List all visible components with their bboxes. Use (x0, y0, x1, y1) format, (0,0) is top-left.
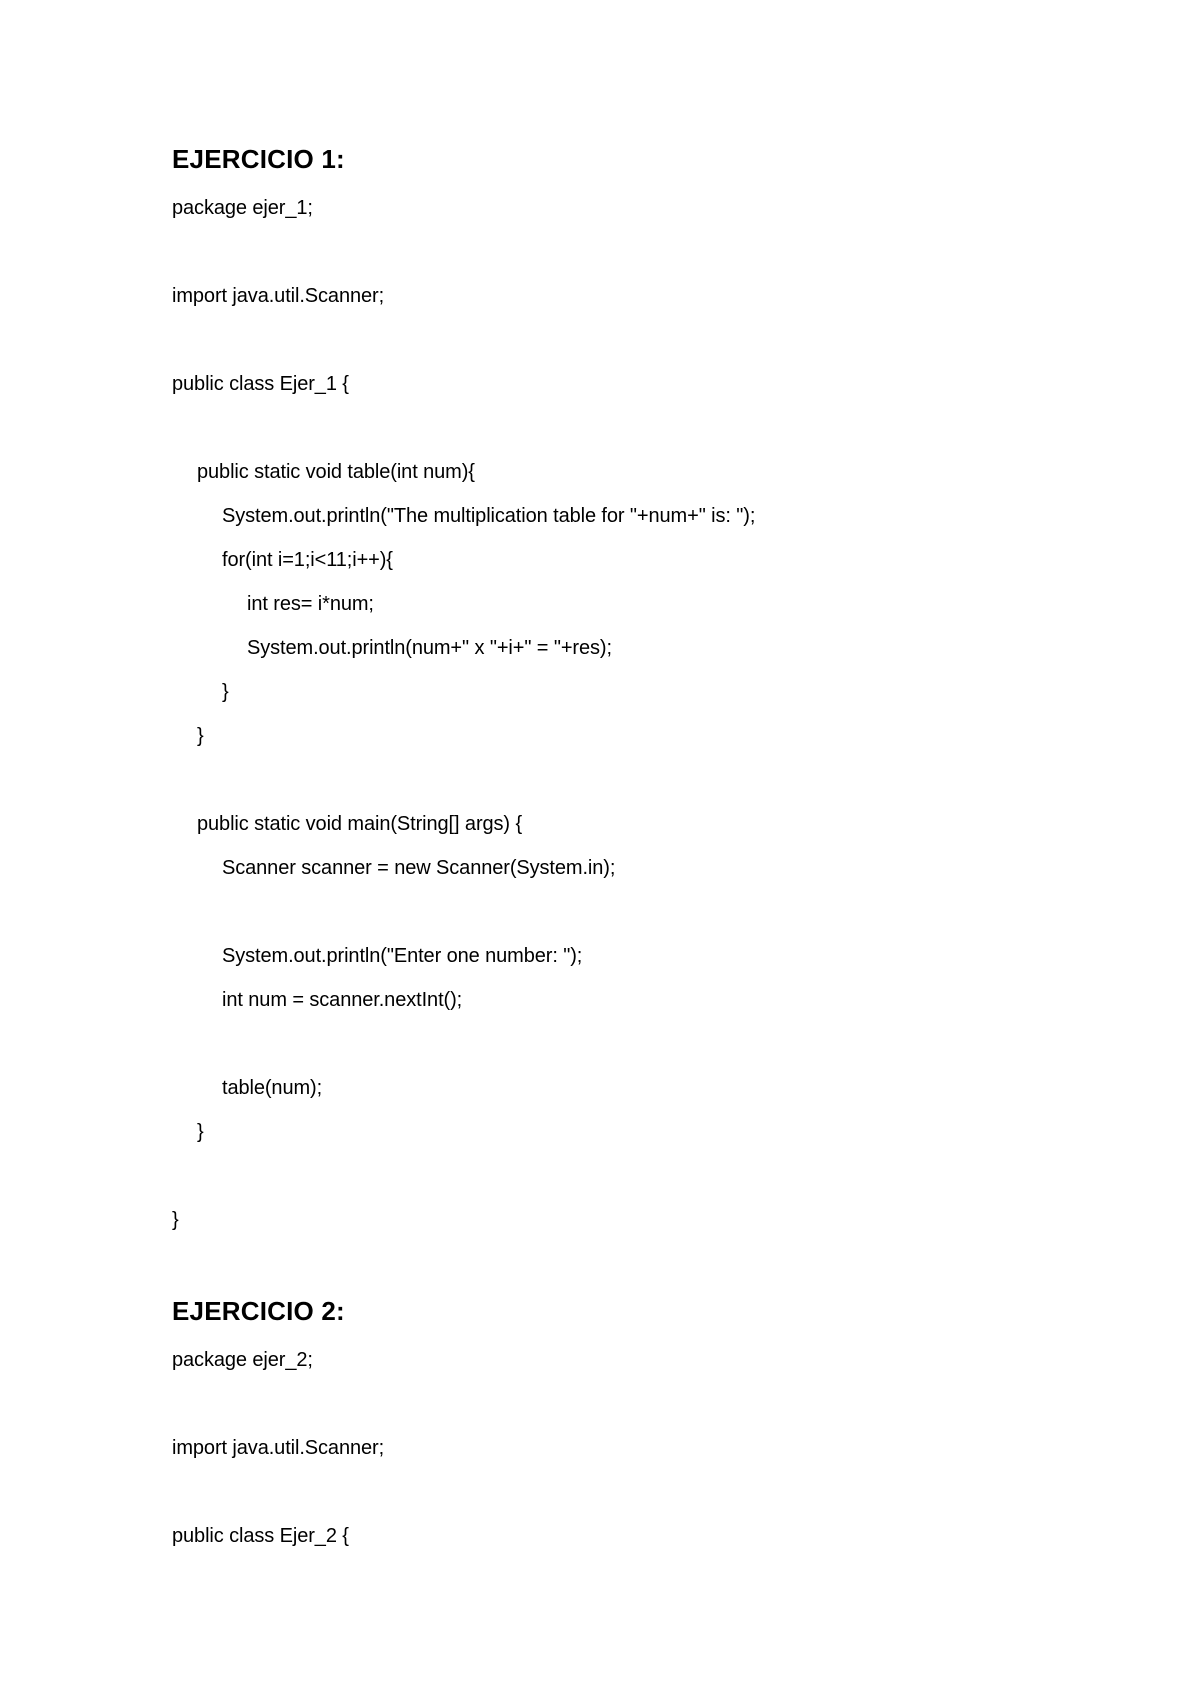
code-line: table(num); (222, 1077, 323, 1099)
code-line: public class Ejer_1 { (172, 373, 349, 395)
section-heading: EJERCICIO 2: (172, 1296, 345, 1326)
code-line: System.out.println("The multiplication table for "+num+" is: "); (222, 505, 756, 527)
code-line: package ejer_1; (172, 197, 313, 219)
code-line: } (197, 725, 204, 747)
code-line: System.out.println("Enter one number: "); (222, 945, 583, 967)
code-line: } (172, 1209, 179, 1231)
code-line: System.out.println(num+" x "+i+" = "+res); (247, 637, 612, 659)
code-line: public class Ejer_2 { (172, 1525, 349, 1547)
code-line: int num = scanner.nextInt(); (222, 989, 463, 1011)
code-line: } (222, 681, 229, 703)
code-line: Scanner scanner = new Scanner(System.in); (222, 857, 616, 879)
code-line: package ejer_2; (172, 1349, 313, 1371)
code-line: int res= i*num; (247, 593, 374, 615)
code-line: import java.util.Scanner; (172, 1437, 385, 1459)
code-line: } (197, 1121, 204, 1143)
code-line: public static void main(String[] args) { (197, 813, 523, 835)
code-line: public static void table(int num){ (197, 461, 475, 483)
code-line: for(int i=1;i<11;i++){ (222, 549, 393, 571)
code-line: import java.util.Scanner; (172, 285, 385, 307)
section-heading: EJERCICIO 1: (172, 144, 345, 174)
